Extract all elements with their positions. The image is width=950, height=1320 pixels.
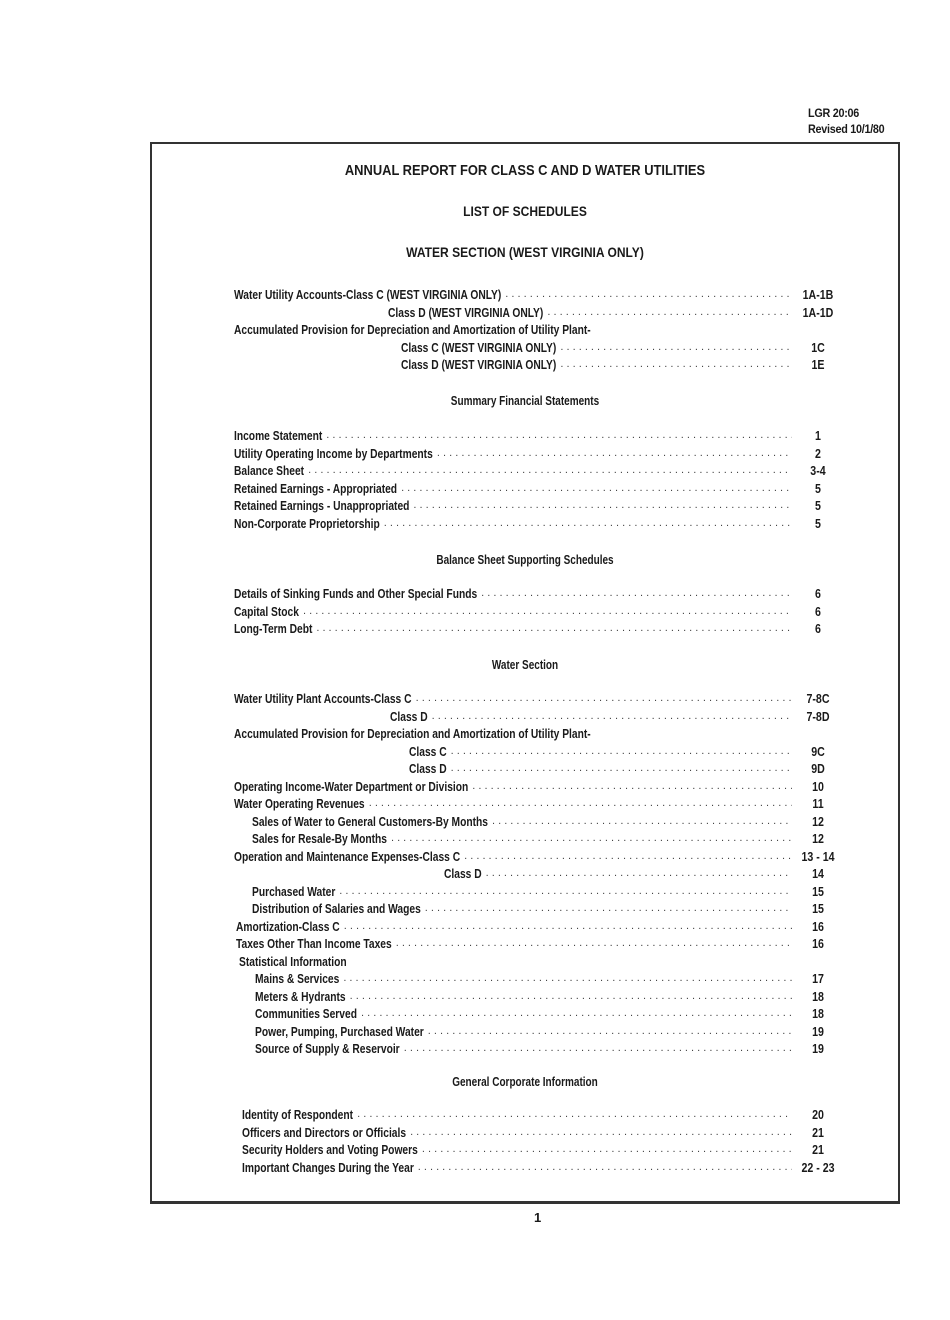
schedule-entry (234, 429, 844, 447)
entry-label: Mains & Services (255, 972, 340, 986)
entry-page: 1A-1B (802, 288, 834, 302)
leader-dots (560, 358, 792, 372)
entry-label: Retained Earnings - Appropriated (234, 481, 398, 496)
leader-dots (343, 972, 792, 986)
leader-dots (344, 920, 792, 934)
entry-label: Class D (444, 867, 482, 881)
leader-dots (492, 815, 792, 829)
entry-page: 2 (815, 446, 821, 461)
entry-page: 16 (812, 937, 824, 951)
leader-dots (505, 288, 792, 302)
leader-dots (464, 850, 792, 864)
balance-heading: Balance Sheet Supporting Schedules (436, 553, 614, 567)
entry-label: Details of Sinking Funds and Other Special Funds (234, 587, 478, 601)
entry-page: 10 (812, 779, 824, 794)
entry-page: 13 - 14 (801, 849, 835, 864)
entry-page: 12 (812, 832, 824, 846)
schedule-entry (234, 622, 844, 640)
report-title: ANNUAL REPORT FOR CLASS C AND D WATER UTILITIES (344, 162, 706, 179)
schedule-entry (234, 762, 844, 780)
entry-label: Purchased Water (252, 884, 336, 899)
entry-page: 18 (812, 1007, 824, 1021)
leader-dots (486, 867, 792, 881)
schedule-entry (234, 1007, 844, 1025)
entry-label: Class C (409, 744, 447, 759)
entry-label: Class D (390, 709, 428, 724)
entry-page: 15 (812, 902, 824, 916)
schedule-entry (234, 482, 844, 500)
entry-label: Statistical Information (239, 954, 347, 969)
leader-dots (547, 306, 792, 320)
schedule-entry (234, 745, 844, 763)
leader-dots (481, 587, 792, 601)
entry-page: 5 (815, 499, 821, 513)
entry-page: 6 (815, 587, 821, 601)
entry-page: 14 (812, 867, 824, 881)
leader-dots (425, 902, 792, 916)
schedule-entry (234, 832, 844, 850)
schedule-entry (234, 447, 844, 465)
entry-label: Non-Corporate Proprietorship (234, 516, 380, 531)
entry-page: 20 (812, 1108, 824, 1122)
leader-dots (308, 464, 792, 478)
leader-dots (384, 517, 792, 531)
entry-label: Balance Sheet (234, 464, 305, 478)
entry-page: 22 - 23 (801, 1160, 835, 1175)
schedule-entry (234, 955, 844, 973)
schedule-entry (234, 972, 844, 990)
leader-dots (451, 745, 792, 759)
schedule-entry (234, 499, 844, 517)
summary-heading: Summary Financial Statements (450, 394, 600, 408)
summary-list (234, 429, 844, 534)
entry-page: 6 (815, 604, 821, 619)
leader-dots (404, 1042, 792, 1056)
leader-dots (413, 499, 792, 513)
schedule-entry (234, 605, 844, 623)
entry-page: 3-4 (810, 464, 826, 478)
leader-dots (422, 1143, 792, 1157)
entry-label: Communities Served (255, 1007, 357, 1021)
entry-page: 16 (812, 919, 824, 934)
general-heading: General Corporate Information (452, 1075, 598, 1089)
entry-page: 15 (812, 884, 824, 899)
entry-label: Water Utility Accounts-Class C (WEST VIRGINIA ONLY) (234, 288, 502, 302)
entry-page: 9D (811, 762, 825, 776)
entry-page: 7-8C (806, 692, 830, 706)
schedule-entry (234, 885, 844, 903)
schedule-entry (242, 1161, 844, 1179)
leader-dots (401, 482, 792, 496)
entry-label: Power, Pumping, Purchased Water (255, 1024, 424, 1039)
leader-dots (437, 447, 792, 461)
schedule-entry (234, 306, 844, 324)
leader-dots (357, 1108, 792, 1122)
entry-label: Water Utility Plant Accounts-Class C (234, 692, 412, 706)
schedule-entry (234, 937, 844, 955)
entry-page: 5 (815, 516, 821, 531)
leader-dots (396, 937, 792, 951)
entry-label: Operating Income-Water Department or Division (234, 779, 469, 794)
leader-dots (339, 885, 792, 899)
schedule-entry (234, 517, 844, 535)
schedule-entry (242, 1126, 844, 1144)
entry-page: 1E (811, 358, 825, 372)
entry-label: Sales of Water to General Customers-By Months (252, 814, 488, 829)
form-number: LGR 20:06 (808, 106, 859, 120)
entry-page: 21 (812, 1143, 824, 1157)
section-title: WATER SECTION (WEST VIRGINIA ONLY) (406, 244, 644, 260)
leader-dots (560, 341, 792, 355)
entry-page: 1C (811, 340, 825, 355)
page-number: 1 (534, 1210, 542, 1225)
entry-label: Important Changes During the Year (242, 1160, 414, 1175)
schedule-entry (234, 797, 844, 815)
schedule-entry (234, 1042, 844, 1060)
water-list (234, 692, 844, 1060)
schedule-entry (234, 341, 844, 359)
schedule-entry (234, 358, 844, 376)
schedule-frame (150, 142, 900, 1204)
entry-label: Class D (409, 762, 447, 776)
schedule-entry (234, 920, 844, 938)
schedule-entry (234, 587, 844, 605)
schedule-entry (234, 288, 844, 306)
leader-dots (350, 990, 792, 1004)
entry-label: Security Holders and Voting Powers (242, 1143, 418, 1157)
schedule-entry (234, 323, 844, 341)
entry-page: 1 (815, 429, 821, 443)
entry-label: Utility Operating Income by Departments (234, 446, 433, 461)
leader-dots (451, 762, 792, 776)
entry-page: 11 (812, 797, 824, 811)
entry-page: 5 (815, 481, 821, 496)
entry-page: 19 (812, 1024, 824, 1039)
water-heading: Water Section (491, 658, 559, 672)
entry-page: 9C (811, 744, 825, 759)
entry-label: Operation and Maintenance Expenses-Class C (234, 849, 461, 864)
leader-dots (316, 622, 792, 636)
entry-label: Identity of Respondent (242, 1108, 354, 1122)
list-title: LIST OF SCHEDULES (463, 203, 587, 219)
entry-page: 1A-1D (802, 305, 834, 320)
entry-label: Distribution of Salaries and Wages (252, 902, 421, 916)
entry-page: 12 (812, 814, 824, 829)
entry-label: Source of Supply & Reservoir (255, 1042, 400, 1056)
leader-dots (472, 780, 792, 794)
entry-label: Officers and Directors or Officials (242, 1125, 407, 1140)
entry-label: Income Statement (234, 429, 323, 443)
general-list (242, 1108, 844, 1178)
leader-dots (303, 605, 792, 619)
schedule-entry (234, 867, 844, 885)
leader-dots (416, 692, 792, 706)
entry-label: Long-Term Debt (234, 622, 313, 636)
entry-label: Class D (WEST VIRGINIA ONLY) (388, 305, 544, 320)
leader-dots (361, 1007, 792, 1021)
leader-dots (391, 832, 792, 846)
entry-label: Water Operating Revenues (234, 797, 365, 811)
entry-label: Taxes Other Than Income Taxes (236, 937, 392, 951)
entry-label: Class C (WEST VIRGINIA ONLY) (401, 340, 557, 355)
wv-list (234, 288, 844, 376)
entry-page: 19 (812, 1042, 824, 1056)
leader-dots (418, 1161, 792, 1175)
leader-dots (410, 1126, 792, 1140)
schedule-entry (234, 1025, 844, 1043)
schedule-entry (234, 990, 844, 1008)
entry-label: Class D (WEST VIRGINIA ONLY) (401, 358, 557, 372)
balance-list (234, 587, 844, 640)
schedule-entry (234, 850, 844, 868)
schedule-entry (234, 780, 844, 798)
leader-dots (432, 710, 792, 724)
schedule-entry (234, 727, 844, 745)
schedule-entry (234, 710, 844, 728)
entry-label: Capital Stock (234, 604, 299, 619)
entry-label: Amortization-Class C (236, 919, 340, 934)
entry-page: 18 (812, 989, 824, 1004)
entry-page: 17 (812, 972, 824, 986)
leader-dots (326, 429, 792, 443)
entry-label: Accumulated Provision for Depreciation and Amortization of Utility Plant- (234, 323, 591, 337)
schedule-entry (242, 1108, 844, 1126)
schedule-entry (242, 1143, 844, 1161)
entry-label: Retained Earnings - Unappropriated (234, 499, 410, 513)
schedule-entry (234, 464, 844, 482)
schedule-entry (234, 692, 844, 710)
leader-dots (428, 1025, 792, 1039)
schedule-entry (234, 902, 844, 920)
revised-date: Revised 10/1/80 (808, 122, 885, 136)
schedule-entry (234, 815, 844, 833)
entry-label: Meters & Hydrants (255, 989, 346, 1004)
entry-label: Accumulated Provision for Depreciation and Amortization of Utility Plant- (234, 727, 591, 741)
leader-dots (369, 797, 792, 811)
entry-page: 21 (812, 1125, 824, 1140)
entry-page: 7-8D (806, 709, 830, 724)
entry-page: 6 (815, 622, 821, 636)
entry-label: Sales for Resale-By Months (252, 832, 388, 846)
